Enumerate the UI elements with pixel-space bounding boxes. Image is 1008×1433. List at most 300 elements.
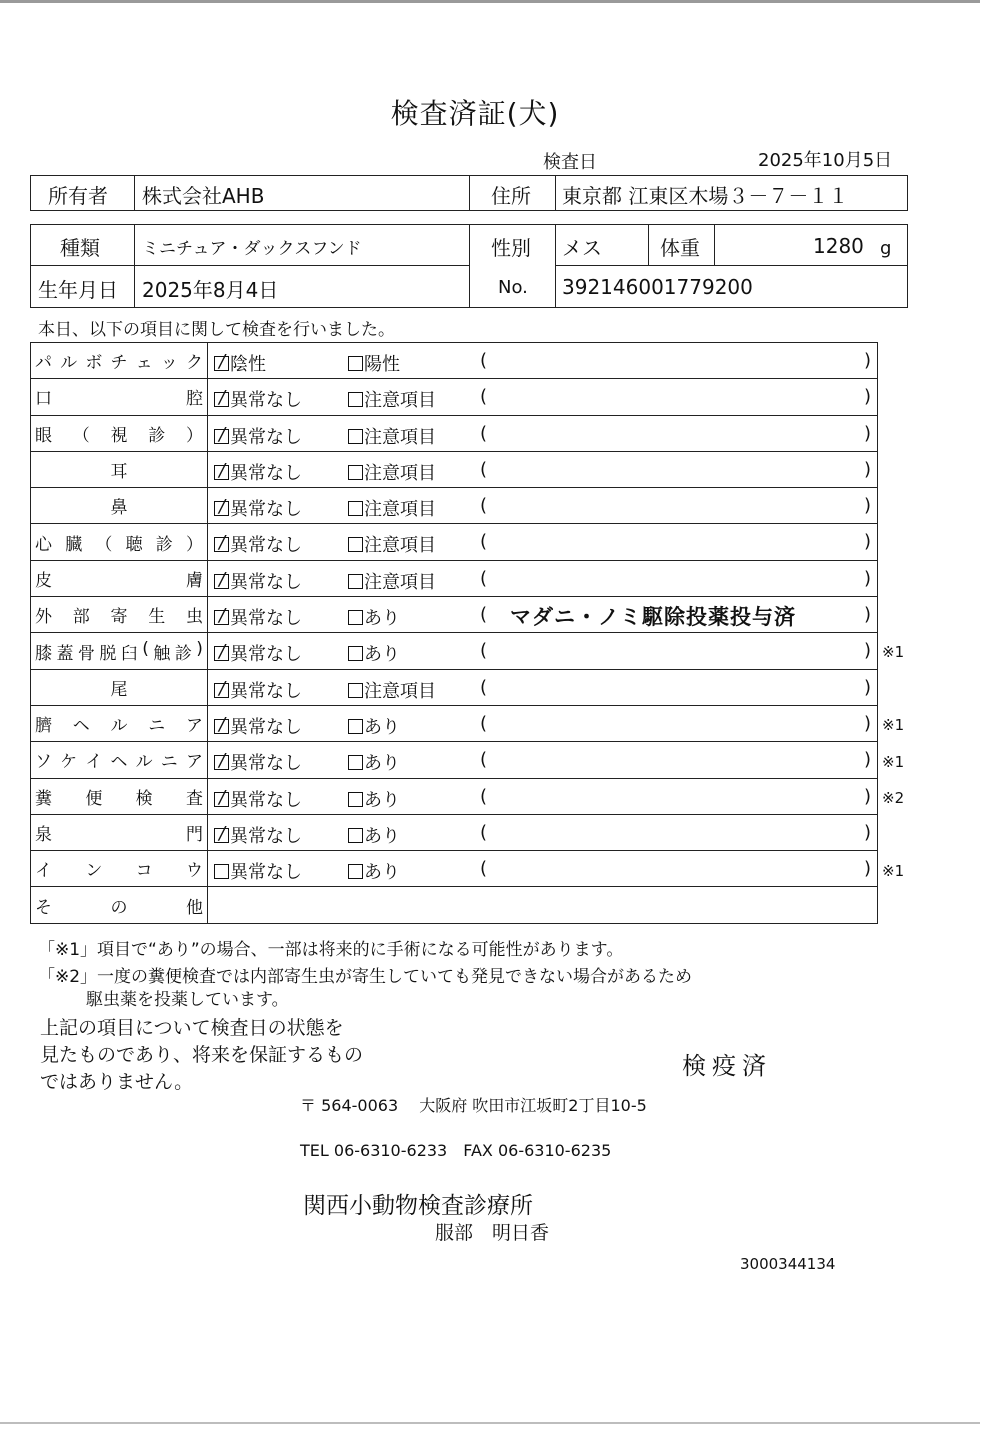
option-normal[interactable] [214,713,302,739]
option-abnormal[interactable] [348,604,400,630]
label-char: 眼 [35,425,52,446]
label-char: 視 [110,425,128,446]
checkbox-abnormal[interactable] [348,574,363,589]
label-char: ニ [160,752,178,773]
paren-open: ( [480,858,488,880]
label-char: 臓 [65,534,83,555]
owner-value: 株式会社AHB [142,184,265,208]
row-options [208,488,878,524]
option-abnormal-label: 注意項目 [364,390,436,412]
row-label [31,633,208,669]
check-mark-icon: / [219,713,226,735]
label-char: ン [85,861,103,882]
sex-value: メス [562,236,602,260]
option-abnormal-label: 陽性 [364,354,400,375]
checkbox-abnormal[interactable] [348,828,363,843]
row-options [208,814,878,850]
option-normal-label: 陰性 [230,354,266,375]
row-options [208,343,878,379]
row-label [31,597,208,633]
option-abnormal[interactable] [348,749,400,775]
row-label-text [35,566,203,591]
paren-close: ) [864,422,872,444]
label-char: 糞 [35,788,52,809]
divider [134,224,135,308]
row-note: ※1 [882,862,905,881]
row-label [31,778,208,814]
row-options [208,415,878,451]
option-abnormal[interactable] [348,568,436,594]
option-abnormal[interactable] [348,786,400,812]
label-char: 診 [155,534,173,555]
table-row [31,379,878,415]
option-normal-label: 異常なし [230,426,302,448]
label-char: ル [135,752,153,773]
option-normal-label: 異常なし [230,789,302,811]
checkbox-abnormal[interactable] [348,537,363,552]
paren-open: ( [480,604,488,626]
checkbox-abnormal[interactable] [348,683,363,698]
row-label-text [35,784,203,809]
label-char: 診 [174,643,192,664]
row-label-text: 尾 [110,679,128,700]
document-number: 3000344134 [740,1255,836,1273]
row-label-text [35,384,203,409]
row-note: ※1 [882,642,905,661]
label-char: 皮 [35,570,52,591]
checkbox-normal[interactable] [214,568,229,590]
row-label [31,742,208,778]
checkbox-normal[interactable] [214,750,229,772]
label-char: ル [60,353,78,374]
row-label [31,669,208,705]
clinic-name: 関西小動物検査診療所 [303,1193,533,1219]
label-char: 他 [186,897,203,918]
no-label: No. [498,277,528,298]
label-char: 門 [186,825,203,845]
address-label: 住所 [491,184,531,208]
row-label [31,488,208,524]
other-notes-field[interactable] [208,887,878,923]
label-char: の [110,897,128,918]
option-normal-label: 異常なし [230,644,302,666]
paren-open: ( [480,821,488,843]
option-normal-label: 異常なし [230,571,302,593]
label-char: 聴 [125,534,143,555]
row-label-text [35,820,203,845]
address-value: 東京都 江東区木場３－７－１１ [562,184,849,208]
option-normal-label: 異常なし [230,390,302,412]
checkbox-normal[interactable] [214,605,229,627]
label-char: コ [135,861,153,882]
option-normal-label: 異常なし [230,825,302,847]
row-detail: マダニ・ノミ駆除投薬投与済 [510,605,796,630]
row-options [208,597,878,633]
exam-date-value: 2025年10月5日 [758,150,893,171]
paren-close: ) [864,386,872,408]
option-normal-label: 異常なし [230,680,302,702]
row-label-text [35,602,203,627]
paren-open: ( [480,386,488,408]
label-char: （ [95,534,113,555]
option-abnormal[interactable] [348,531,436,557]
row-label [31,415,208,451]
option-normal-label: 異常なし [230,535,302,557]
row-label [31,451,208,487]
checkbox-abnormal[interactable] [348,465,363,480]
checkbox-normal[interactable] [214,864,229,879]
option-normal[interactable] [214,822,302,848]
paren-open: ( [480,749,488,771]
label-char: ） [186,425,203,446]
row-label [31,379,208,415]
label-char: 心 [35,534,52,555]
label-char: ) [196,638,203,659]
option-abnormal[interactable] [348,495,436,521]
check-mark-icon: / [219,496,226,518]
paren-open: ( [480,676,488,698]
label-char: ボ [85,353,103,374]
paren-close: ) [864,567,872,589]
table-row [31,560,878,596]
paren-close: ) [864,458,872,480]
disclaimer-statement [40,1015,363,1096]
paren-close: ) [864,676,872,698]
label-char: 生 [148,607,166,628]
birth-label: 生年月日 [38,278,118,302]
footnote-2-cont: 駆虫薬を投薬しています。 [86,990,289,1010]
option-normal[interactable] [214,786,302,812]
label-char: 部 [72,607,90,628]
clinic-phone: TEL 06-6310-6233 FAX 06-6310-6235 [300,1141,612,1160]
paren-open: ( [480,531,488,553]
label-char: 骨 [77,643,95,664]
check-mark-icon: / [219,750,226,772]
label-char: 検 [135,788,153,809]
checkbox-abnormal[interactable] [348,864,363,879]
label-char: 脱 [99,643,117,664]
option-normal[interactable] [214,677,302,703]
option-normal[interactable] [214,386,302,412]
exam-date-label: 検査日 [543,152,597,173]
row-label [31,560,208,596]
checkbox-normal[interactable] [214,677,229,699]
option-normal[interactable] [214,495,302,521]
breed-value: ミニチュア・ダックスフンド [142,239,362,259]
row-options [208,851,878,887]
option-normal-label: 異常なし [230,716,302,738]
quarantine-seal: 検疫済 [682,1052,772,1080]
paren-open: ( [480,495,488,517]
top-border [0,0,980,3]
label-char: ケ [60,752,78,773]
option-normal[interactable] [214,749,302,775]
paren-open: ( [480,422,488,444]
option-abnormal[interactable] [348,386,436,412]
row-label-text [35,711,203,736]
checkbox-abnormal[interactable] [348,719,363,734]
divider [555,265,908,266]
label-char: ） [185,534,203,555]
paren-close: ) [864,495,872,517]
divider [469,224,470,308]
label-char: 触 [153,643,171,664]
label-char: 膝 [35,643,52,664]
label-char: 外 [35,607,52,628]
vet-name: 服部 明日香 [435,1222,550,1244]
paren-close: ) [864,350,872,371]
row-label-text: 鼻 [110,498,128,519]
option-normal-label: 異常なし [230,862,302,884]
table-row [31,669,878,705]
table-row [31,415,878,451]
option-normal[interactable] [214,350,266,376]
option-abnormal[interactable] [348,350,400,376]
check-mark-icon: / [219,568,226,590]
table-row [31,451,878,487]
option-abnormal-label: あり [364,716,400,738]
label-char: 便 [85,788,103,809]
checkbox-abnormal[interactable] [348,755,363,770]
table-row [31,742,878,778]
label-char: （ [72,425,90,446]
checkbox-normal[interactable] [214,822,229,844]
row-label [31,524,208,560]
option-abnormal[interactable] [348,822,400,848]
row-label-text [35,348,203,373]
row-label-text [35,856,203,881]
paren-open: ( [480,350,488,371]
row-options [208,669,878,705]
checkbox-normal[interactable] [214,351,229,372]
table-row [31,343,878,379]
option-abnormal-label: あり [364,644,400,666]
row-note: ※1 [882,716,905,734]
divider [648,224,649,265]
option-abnormal[interactable] [348,459,436,485]
option-abnormal-label: 注意項目 [364,680,436,702]
option-abnormal-label: 注意項目 [364,426,436,448]
statement-line: 見たものであり、将来を保証するもの [40,1044,364,1066]
paren-close: ) [864,640,872,662]
label-char: そ [35,897,52,918]
option-abnormal[interactable] [348,858,400,884]
table-row [31,705,878,741]
bottom-border [0,1422,980,1424]
row-label-text [35,421,203,446]
paren-open: ( [480,640,488,662]
option-normal[interactable] [214,858,302,884]
label-char: 口 [35,389,52,410]
divider [555,224,556,308]
footnote-2: 「※2」一度の糞便検査では内部寄生虫が寄生していても発見できない場合があるため [38,967,693,987]
row-options [208,379,878,415]
label-char: ヘ [72,716,90,737]
option-normal-label: 異常なし [230,608,302,630]
option-abnormal-label: あり [364,608,400,630]
no-value: 392146001779200 [562,275,753,299]
label-char: 蓋 [56,643,74,664]
table-row [31,778,878,814]
check-mark-icon: / [219,605,226,627]
table-row [31,633,878,669]
label-char: ニ [148,716,166,737]
footnote-1: 「※1」項目で“あり”の場合、一部は将来的に手術になる可能性があります。 [38,940,624,960]
label-char: チ [110,353,128,374]
label-char: ヘ [110,752,128,773]
weight-value: 1280 [813,234,864,258]
row-label-text [35,893,203,918]
checkbox-abnormal[interactable] [348,646,363,661]
intro-text: 本日、以下の項目に関して検査を行いました。 [38,320,395,340]
row-options [208,778,878,814]
label-char: 臍 [35,716,52,737]
divider [714,224,715,265]
document-title: 検査済証(犬) [390,97,560,130]
option-normal-label: 異常なし [230,462,302,484]
checkbox-normal[interactable] [214,459,229,481]
option-abnormal-label: 注意項目 [364,499,436,521]
row-options [208,560,878,596]
paren-close: ) [864,821,872,843]
paren-close: ) [864,604,872,626]
label-char: 臼 [120,643,138,664]
table-row [31,488,878,524]
option-abnormal-label: あり [364,825,400,847]
check-mark-icon: / [219,677,226,699]
sex-label: 性別 [491,236,531,260]
checkbox-normal[interactable] [214,496,229,518]
check-mark-icon: / [219,387,226,409]
label-char: 膚 [186,570,203,591]
paren-open: ( [480,785,488,807]
option-abnormal[interactable] [348,713,400,739]
option-normal[interactable] [214,459,302,485]
row-label [31,814,208,850]
label-char: イ [85,752,103,773]
label-char: ル [110,716,128,737]
row-options [208,705,878,741]
label-char: 査 [185,788,203,809]
table-row-other [31,887,878,923]
checkbox-normal[interactable] [214,387,229,409]
checkbox-abnormal[interactable] [348,610,363,625]
option-normal[interactable] [214,640,302,666]
statement-line: ではありません。 [40,1071,194,1093]
option-normal[interactable] [214,423,302,449]
checkbox-abnormal[interactable] [348,792,363,807]
row-label-text [35,639,203,664]
check-mark-icon: / [219,641,226,663]
option-abnormal-label: あり [364,753,400,775]
option-abnormal-label: 注意項目 [364,462,436,484]
label-char: イ [35,861,52,882]
label-char: ア [186,716,203,737]
option-abnormal-label: 注意項目 [364,535,436,557]
option-abnormal-label: 注意項目 [364,571,436,593]
label-char: 泉 [35,825,52,845]
label-char: パ [35,353,52,374]
row-label-text [35,530,203,555]
divider [469,175,470,211]
row-note: ※1 [882,752,905,771]
paren-open: ( [480,458,488,480]
weight-unit: g [880,238,892,259]
checkbox-normal[interactable] [214,786,229,808]
option-abnormal[interactable] [348,423,436,449]
paren-close: ) [864,858,872,880]
checkbox-abnormal[interactable] [348,392,363,407]
label-char: ( [142,638,149,659]
check-mark-icon: / [219,459,226,481]
row-label [31,851,208,887]
table-row [31,597,878,633]
row-label-text [35,747,203,772]
paren-close: ) [864,531,872,553]
label-char: ウ [185,861,203,882]
checkbox-normal[interactable] [214,641,229,663]
option-normal[interactable] [214,568,302,594]
row-label [31,705,208,741]
paren-close: ) [864,712,872,734]
row-note: ※2 [882,789,905,808]
checkbox-abnormal[interactable] [348,501,363,516]
label-char: ッ [160,353,178,374]
table-row [31,851,878,887]
check-mark-icon: / [219,351,226,372]
checkbox-normal[interactable] [214,532,229,554]
checkbox-abnormal[interactable] [348,356,363,371]
divider [30,265,470,266]
owner-label: 所有者 [48,184,108,208]
checkbox-abnormal[interactable] [348,429,363,444]
label-char: 診 [148,425,166,446]
divider [555,175,556,211]
option-normal[interactable] [214,604,302,630]
statement-line: 上記の項目について検査日の状態を [40,1017,344,1039]
option-normal-label: 異常なし [230,753,302,775]
check-mark-icon: / [219,822,226,844]
row-label [31,887,208,923]
row-options [208,524,878,560]
label-char: 腔 [186,389,203,410]
option-normal-label: 異常なし [230,499,302,521]
check-mark-icon: / [219,423,226,445]
label-char: ソ [35,752,52,773]
option-abnormal-label: あり [364,862,400,884]
option-abnormal[interactable] [348,677,436,703]
row-label [31,343,208,379]
label-char: 寄 [110,607,128,628]
exam-table [30,342,878,924]
checkbox-normal[interactable] [214,423,229,445]
label-char: ェ [135,353,153,374]
breed-label: 種類 [60,236,100,260]
label-char: ク [185,353,203,374]
label-char: 虫 [186,607,203,628]
checkbox-normal[interactable] [214,713,229,735]
paren-close: ) [864,749,872,771]
weight-label: 体重 [660,236,700,260]
option-abnormal[interactable] [348,640,400,666]
check-mark-icon: / [219,786,226,808]
table-row [31,524,878,560]
clinic-address: 〒 564-0063 大阪府 吹田市江坂町2丁目10-5 [300,1096,647,1115]
paren-open: ( [480,567,488,589]
birth-value: 2025年8月4日 [142,278,279,302]
option-normal[interactable] [214,531,302,557]
label-char: ア [185,752,203,773]
